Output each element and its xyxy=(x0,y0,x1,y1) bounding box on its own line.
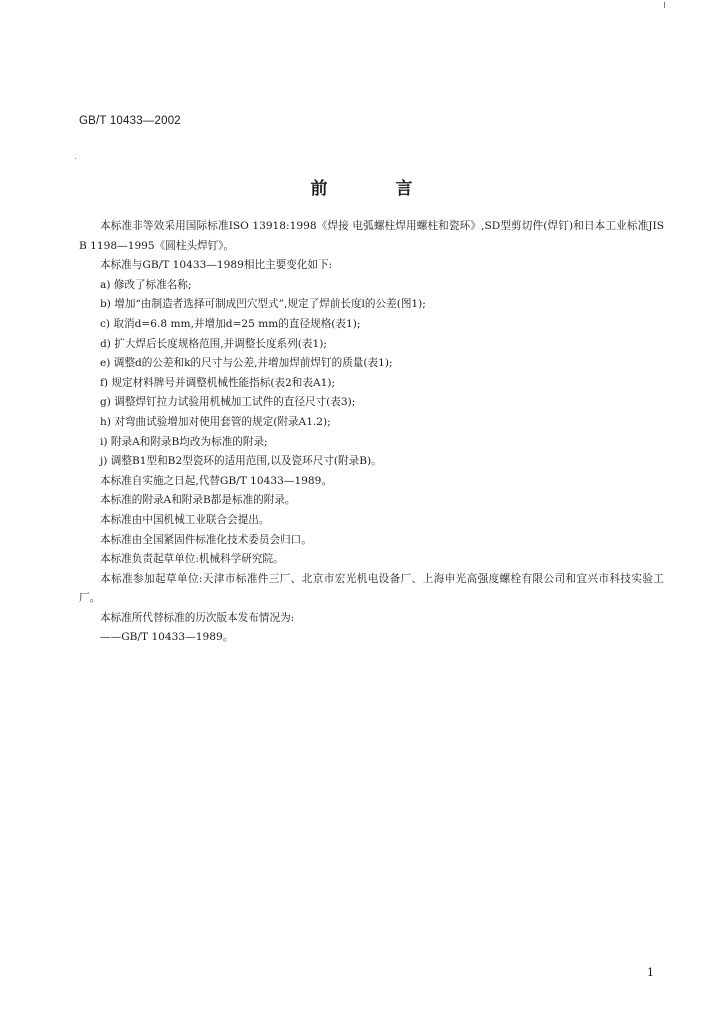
paragraph: 本标准所代替标准的历次版本发布情况为: xyxy=(100,611,295,624)
list-item: g) 调整焊钉拉力试验用机械加工试件的直径尺寸(表3); xyxy=(100,396,356,409)
paragraph: ——GB/T 10433—1989。 xyxy=(100,631,234,644)
scan-speck xyxy=(75,158,76,159)
list-item: j) 调整B1型和B2型瓷环的适用范围,以及瓷环尺寸(附录B)。 xyxy=(100,455,382,468)
list-item: i) 附录A和附录B均改为标准的附录; xyxy=(100,435,268,448)
paragraph: 本标准由中国机械工业联合会提出。 xyxy=(100,513,270,526)
paragraph: 本标准与GB/T 10433—1989相比主要变化如下: xyxy=(100,259,333,272)
paragraph: 本标准自实施之日起,代替GB/T 10433—1989。 xyxy=(100,474,332,487)
paragraph: 本标准负责起草单位:机械科学研究院。 xyxy=(100,553,284,566)
paragraph: 本标准非等效采用国际标准ISO 13918:1998《焊接 电弧螺柱焊用螺柱和瓷环》,SD型剪切件(焊钉)和日本工业标准JIS B 1198—1995《圆柱头焊钉》。 xyxy=(79,220,664,252)
paragraph: 本标准由全国紧固件标准化技术委员会归口。 xyxy=(100,533,312,546)
foreword-body xyxy=(79,217,664,648)
paragraph: 本标准参加起草单位:天津市标准件三厂、北京市宏光机电设备厂、上海申光高强度螺栓有限公司和宜兴市科技实验工厂。 xyxy=(79,572,664,605)
list-item: e) 调整d的公差和k的尺寸与公差,并增加焊前焊钉的质量(表1); xyxy=(100,357,393,370)
title-char-2: 言 xyxy=(395,179,413,199)
paragraph: 本标准的附录A和附录B都是标准的附录。 xyxy=(100,494,296,507)
document-code-header: GB/T 10433—2002 xyxy=(79,115,181,127)
scan-speck xyxy=(664,2,665,8)
list-item: c) 取消d=6.8 mm,并增加d=25 mm的直径规格(表1); xyxy=(100,317,361,330)
list-item: d) 扩大焊后长度规格范围,并调整长度系列(表1); xyxy=(100,337,327,350)
page-number: 1 xyxy=(647,966,654,979)
title-char-1: 前 xyxy=(310,179,328,199)
list-item: a) 修改了标准名称; xyxy=(100,278,192,291)
section-title xyxy=(0,174,723,199)
list-item: h) 对弯曲试验增加对使用套管的规定(附录A1.2); xyxy=(100,415,331,428)
list-item: f) 规定材料牌号并调整机械性能指标(表2和表A1); xyxy=(100,376,336,389)
list-item: b) 增加“由制造者选择可制成凹穴型式”,规定了焊前长度l的公差(图1); xyxy=(100,298,426,311)
